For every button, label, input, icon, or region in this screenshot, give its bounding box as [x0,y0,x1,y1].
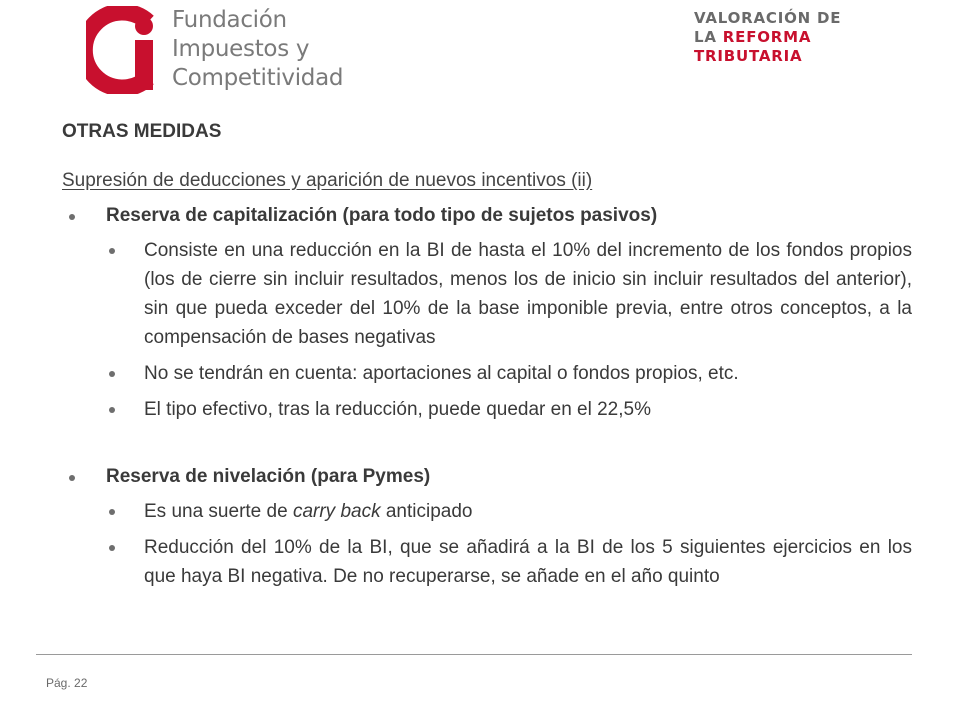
sub-bullet-item [62,533,912,591]
foundation-logo [86,6,344,98]
sub-bullet-item [62,395,912,424]
bullet-dot-icon [109,248,115,254]
bullet-content [62,203,912,591]
sub-bullet-text-italic: carry back [292,501,381,522]
bullet-item-capitalizacion [62,203,912,229]
bullet-heading: Reserva de capitalización (para todo tipo de sujetos pasivos) [106,205,658,226]
bullet-item-nivelacion [62,464,912,490]
sub-bullet-item [62,236,912,352]
logo-mark-icon [86,6,168,94]
bullet-dot-icon [69,475,75,481]
sub-bullet-text: El tipo efectivo, tras la reducción, puede quedar en el 22,5% [144,399,651,420]
bullet-dot-icon [109,371,115,377]
logo-line-2: Impuestos y [172,36,310,62]
bullet-dot-icon [69,214,75,220]
sub-bullet-item [62,497,912,526]
sub-bullet-text: No se tendrán en cuenta: aportaciones al capital o fondos propios, etc. [144,363,739,384]
bullet-dot-icon [109,545,115,551]
sub-bullet-text-before: Es una suerte de [144,501,293,522]
logo-line-3: Competitividad [172,65,344,91]
page-number: Pág. 22 [46,676,88,690]
header-tag-line-1: VALORACIÓN DE [694,9,842,27]
sub-bullet-text: Reducción del 10% de la BI, que se añadirá a la BI de los 5 siguientes ejercicios en los que haya BI negativa. De no recuperarse, se añade en el año quinto [144,537,912,587]
header-tag-line-2-accent: REFORMA [722,28,812,46]
subtitle: Supresión de deducciones y aparición de nuevos incentivos (ii) [62,170,593,191]
footer-divider [36,654,912,655]
bullet-dot-icon [109,407,115,413]
header-tag [694,9,841,66]
sub-bullet-text-after: anticipado [380,501,473,522]
header-tag-line-2-plain: LA [694,28,723,46]
sub-bullet-item [62,359,912,388]
header-tag-line-2 [694,28,841,47]
header-tag-line-3: TRIBUTARIA [694,47,803,65]
bullet-dot-icon [109,509,115,515]
sub-bullet-text: Consiste en una reducción en la BI de hasta el 10% del incremento de los fondos propios (los de cierre sin incluir resultados, menos los de inicio sin incluir resultados del anterior), sin que pueda exceder del 10% de la base imponible previa, entre otros conceptos, a la compensación de bases negativas [144,240,912,348]
logo-line-1: Fundación [172,7,287,33]
logo-text [172,6,343,93]
bullet-heading: Reserva de nivelación (para Pymes) [106,466,431,487]
section-title: OTRAS MEDIDAS [62,121,222,142]
